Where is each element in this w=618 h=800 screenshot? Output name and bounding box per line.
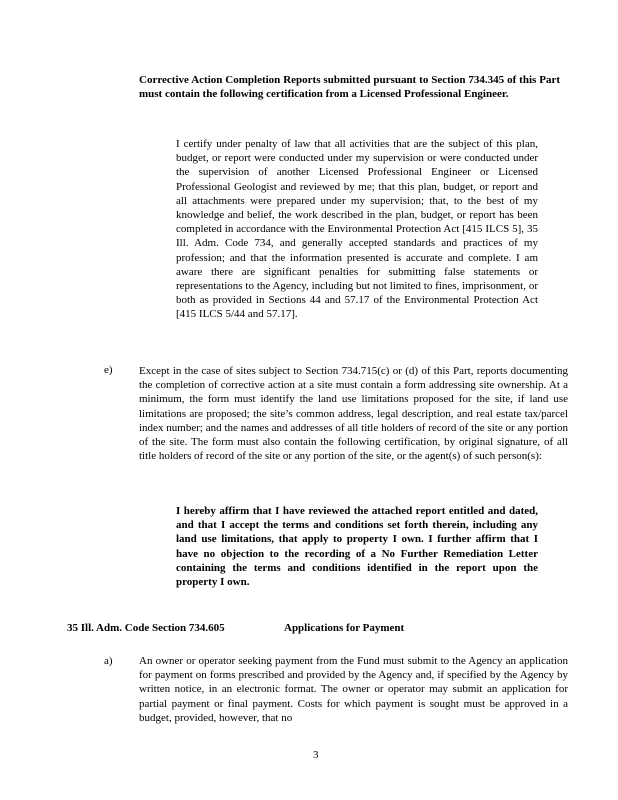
item-e-paragraph: Except in the case of sites subject to Section 734.715(c) or (d) of this Part, reports documenting the completion of corrective action at a site must contain a form addressing site ownership. At a minimum, the form must identify the land use limitations proposed for the site, if land use limitations are proposed; the site’s common address, legal description, and real estate tax/parcel index number; and the names and addresses of all title holders of record of the site or any portion of the site. The form must also contain the following certification, by original signature, of all title holders of record of the site or any portion of the site, or the agent(s) of such person(s): [139, 365, 568, 463]
item-a-paragraph: An owner or operator seeking payment from the Fund must submit to the Agency an application for payment on forms prescribed and provided by the Agency and, if specified by the Agency by written notice, in an electronic format. The owner or operator may submit an application for partial payment or final payment. Costs for which payment is sought must be approved in a budget, provided, however, that no [139, 655, 568, 724]
engineer-certification-text: I certify under penalty of law that all activities that are the subject of this plan, budget, or report were conducted under my supervision or were conducted under the supervision of another Licensed Professional Engineer or Licensed Professional Geologist and reviewed by me; that this plan, budget, or report and all attachments were prepared under my supervision; that, to the best of my knowledge and belief, the work described in the plan, budget, or report has been completed in accordance with the Environmental Protection Act [415 ILCS 5], 35 Ill. Adm. Code 734, and generally accepted standards and practices of my profession; and that the information presented is accurate and complete. I am aware there are significant penalties for submitting false statements or representations to the Agency, including but not limited to fines, imprisonment, or both as provided in Sections 44 and 57.17 of the Environmental Protection Act [415 ILCS 5/44 and 57.17]. [176, 138, 538, 321]
page-number: 3 [313, 749, 319, 761]
intro-paragraph: Corrective Action Completion Reports submitted pursuant to Section 734.345 of this Part must contain the following certification from a Licensed Professional Engineer. [139, 74, 560, 101]
section-title: Applications for Payment [284, 622, 405, 634]
section-number: 35 Ill. Adm. Code Section 734.605 [67, 622, 225, 634]
item-e-label: e) [104, 364, 113, 376]
owner-affirmation-text: I hereby affirm that I have reviewed the attached report entitled and dated, and that I accept the terms and conditions set forth therein, including any land use limitations, that apply to property I own. I further affirm that I have no objection to the recording of a No Further Remediation Letter containing the terms and conditions identified in the report upon the property I own. [176, 505, 538, 589]
item-a-label: a) [104, 655, 113, 667]
